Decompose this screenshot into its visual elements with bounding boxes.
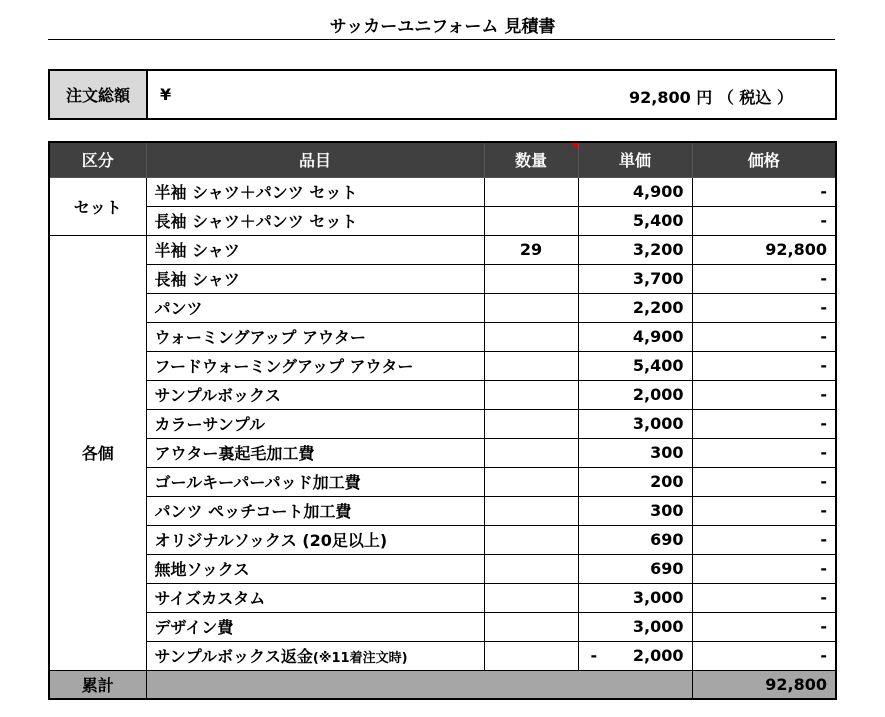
quantity-cell[interactable] [484,264,578,293]
table-row [49,351,836,380]
table-row [49,612,836,641]
item-cell: オリジナルソックス (20足以上) [146,525,484,554]
unit-price-cell: 3,700 [578,264,692,293]
unit-price-cell: 300 [578,438,692,467]
price-cell: - [692,206,836,235]
quantity-cell[interactable] [484,380,578,409]
summary-label: 累計 [49,670,146,699]
order-total-label: 注文総額 [50,71,148,118]
unit-price-cell: 690 [578,525,692,554]
estimate-table [48,141,837,700]
table-header-row [49,142,836,177]
table-row [49,583,836,612]
table-row [49,264,836,293]
table-row [49,409,836,438]
table-row [49,641,836,670]
title-underline [48,39,835,40]
price-cell: - [692,467,836,496]
table-row [49,496,836,525]
price-cell: - [692,322,836,351]
unit-price-cell: 690 [578,554,692,583]
quantity-cell[interactable] [484,496,578,525]
unit-price-cell: 3,000 [578,583,692,612]
quantity-cell[interactable] [484,293,578,322]
price-cell: - [692,583,836,612]
item-cell: カラーサンプル [146,409,484,438]
unit-price-cell: 2,000 [578,380,692,409]
table-row [49,322,836,351]
unit-price-cell: 5,400 [578,351,692,380]
item-cell [146,641,484,670]
quantity-cell[interactable] [484,438,578,467]
item-cell: ウォーミングアップ アウター [146,322,484,351]
header-unit-price: 単価 [578,142,692,177]
quantity-cell[interactable] [484,206,578,235]
item-cell: アウター裏起毛加工費 [146,438,484,467]
price-cell: - [692,496,836,525]
unit-price-value: 2,000 [632,646,684,665]
unit-price-cell: 4,900 [578,177,692,206]
unit-price-cell: 3,000 [578,409,692,438]
comment-indicator-icon[interactable] [571,143,578,150]
unit-price-cell: 3,000 [578,612,692,641]
quantity-cell[interactable] [484,467,578,496]
unit-price-cell: 2,200 [578,293,692,322]
item-cell: デザイン費 [146,612,484,641]
table-row [49,206,836,235]
price-cell: - [692,380,836,409]
quantity-cell[interactable] [484,351,578,380]
header-item: 品目 [146,142,484,177]
unit-price-cell [578,641,692,670]
summary-price: 92,800 [692,670,836,699]
quantity-cell[interactable] [484,612,578,641]
price-cell: 92,800 [692,235,836,264]
item-cell: サイズカスタム [146,583,484,612]
quantity-cell[interactable] [484,177,578,206]
item-cell: 長袖 シャツ＋パンツ セット [146,206,484,235]
price-cell: - [692,293,836,322]
yen-symbol: ¥ [160,85,172,104]
item-cell: 無地ソックス [146,554,484,583]
order-total-amount[interactable]: 92,800 円 （ 税込 ） [628,88,793,107]
table-row [49,177,836,206]
table-row [49,554,836,583]
header-category: 区分 [49,142,146,177]
item-cell: 半袖 シャツ＋パンツ セット [146,177,484,206]
price-cell: - [692,351,836,380]
header-quantity [484,142,578,177]
quantity-cell[interactable]: 29 [484,235,578,264]
item-name: サンプルボックス返金 [154,647,313,666]
order-total-box [48,69,837,120]
quantity-cell[interactable] [484,525,578,554]
quantity-cell[interactable] [484,409,578,438]
header-price: 価格 [692,142,836,177]
price-cell: - [692,612,836,641]
unit-price-cell: 5,400 [578,206,692,235]
item-cell: パンツ [146,293,484,322]
category-set: セット [49,177,146,235]
header-quantity-label: 数量 [514,151,547,171]
summary-spacer [146,670,692,699]
item-cell: ゴールキーパーパッド加工費 [146,467,484,496]
table-row [49,235,836,264]
item-note: (※11着注文時) [312,651,408,666]
price-cell: - [692,409,836,438]
negative-sign: - [590,646,598,665]
table-row [49,525,836,554]
table-row [49,438,836,467]
summary-row [49,670,836,699]
item-cell: フードウォーミングアップ アウター [146,351,484,380]
item-cell: サンプルボックス [146,380,484,409]
unit-price-cell: 300 [578,496,692,525]
unit-price-cell: 200 [578,467,692,496]
quantity-cell[interactable] [484,322,578,351]
quantity-cell[interactable] [484,583,578,612]
table-row [49,380,836,409]
price-cell: - [692,177,836,206]
price-cell: - [692,641,836,670]
item-cell: 半袖 シャツ [146,235,484,264]
unit-price-cell: 4,900 [578,322,692,351]
table-row [49,467,836,496]
item-cell: 長袖 シャツ [146,264,484,293]
price-cell: - [692,264,836,293]
price-cell: - [692,525,836,554]
category-individual: 各個 [49,235,146,670]
unit-price-cell: 3,200 [578,235,692,264]
price-cell: - [692,438,836,467]
item-cell: パンツ ペッチコート加工費 [146,496,484,525]
document-title: サッカーユニフォーム 見積書 [329,17,556,37]
table-row [49,293,836,322]
price-cell: - [692,554,836,583]
quantity-cell[interactable] [484,554,578,583]
quantity-cell[interactable] [484,641,578,670]
